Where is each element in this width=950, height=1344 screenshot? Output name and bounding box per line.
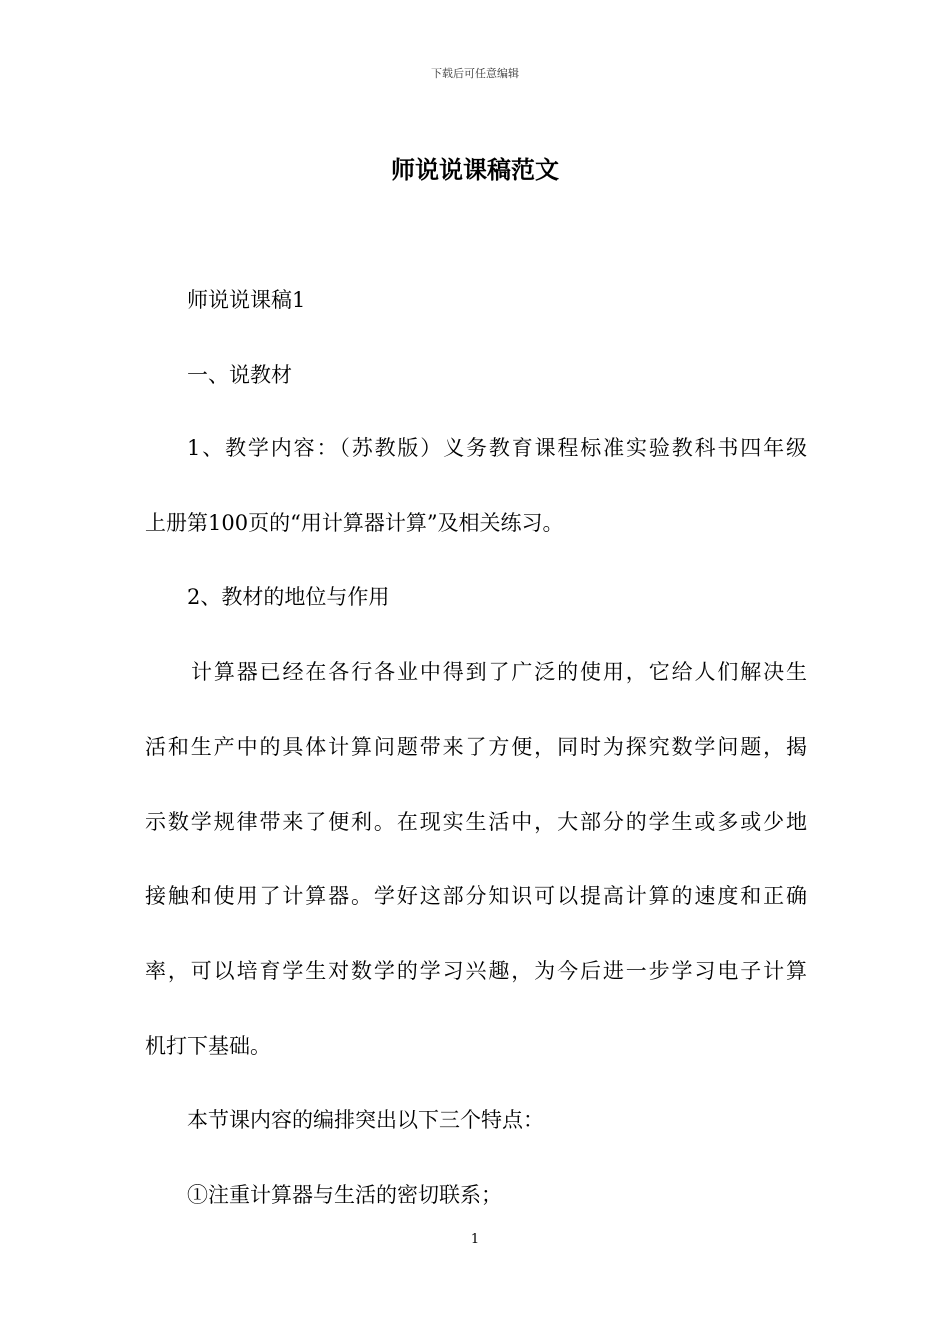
paragraph-line: 活和生产中的具体计算问题带来了方便，同时为探究数学问题，揭 bbox=[145, 735, 807, 759]
list-item: ①注重计算器与生活的密切联系； bbox=[187, 1183, 502, 1207]
paragraph-line: 机打下基础。 bbox=[145, 1034, 271, 1058]
header-note: 下载后可任意编辑 bbox=[431, 67, 519, 80]
paragraph-line: 计算器已经在各行各业中得到了广泛的使用，它给人们解决生 bbox=[191, 660, 807, 684]
paragraph-line: 示数学规律带来了便利。在现实生活中，大部分的学生或多或少地 bbox=[145, 810, 807, 834]
subsection-heading: 2、教材的地位与作用 bbox=[187, 585, 390, 609]
paragraph-line: 本节课内容的编排突出以下三个特点： bbox=[187, 1108, 544, 1132]
paragraph-line: 率，可以培育学生对数学的学习兴趣，为今后进一步学习电子计算 bbox=[145, 959, 807, 983]
page-number: 1 bbox=[470, 1232, 480, 1247]
paragraph-line: 上册第100页的“用计算器计算”及相关练习。 bbox=[145, 511, 564, 535]
section-heading: 师说说课稿1 bbox=[187, 288, 306, 312]
paragraph-line: 接触和使用了计算器。学好这部分知识可以提高计算的速度和正确 bbox=[145, 884, 807, 908]
subsection-heading: 一、说教材 bbox=[187, 363, 292, 387]
paragraph-line: 1、教学内容：（苏教版）义务教育课程标准实验教科书四年级 bbox=[187, 436, 807, 460]
document-title: 师说说课稿范文 bbox=[391, 155, 559, 184]
